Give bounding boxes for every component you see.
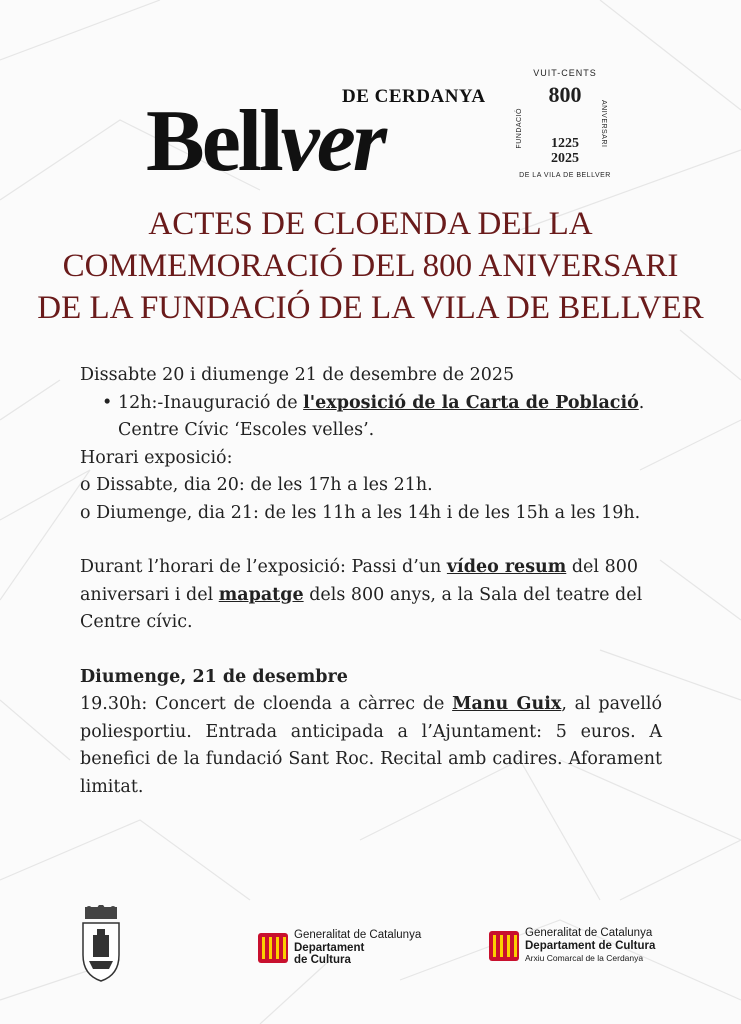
seal-right-text: ANIVERSARI <box>600 100 607 148</box>
page-title <box>30 203 711 329</box>
mapatge-link[interactable]: mapatge <box>218 584 304 605</box>
during-text-2: del 800 aniversari i del <box>80 557 638 605</box>
title-line-1: ACTES DE CLOENDA DEL LA <box>148 206 593 242</box>
seal-top-text: VUIT-CENTS <box>533 68 597 78</box>
generalitat-logo-1 <box>258 929 421 967</box>
senyera-icon <box>489 931 519 961</box>
concert-text-1: 19.30h: Concert de cloenda a càrrec de <box>80 694 453 714</box>
seal-bottom-text: DE LA VILA DE BELLVER <box>519 172 611 179</box>
exhibition-link[interactable]: l'exposició de la Carta de Població <box>303 392 639 413</box>
logo1-line1: Generalitat de Catalunya <box>294 929 422 941</box>
video-link[interactable]: vídeo resum <box>446 557 567 577</box>
bellver-logo <box>146 78 506 188</box>
anniversary-seal <box>512 68 618 188</box>
logo1-line3: de Cultura <box>294 954 351 966</box>
title-line-3: DE LA FUNDACIÓ DE LA VILA DE BELLVER <box>37 290 704 326</box>
saturday-title: Dissabte 20 i diumenge 21 de desembre de 2025 <box>80 365 515 385</box>
sunday-title: Diumenge, 21 de desembre <box>80 666 348 687</box>
seal-number: 800 <box>548 82 582 107</box>
inauguration-suffix: . <box>638 392 645 413</box>
logo-bell: Bell <box>146 93 281 190</box>
coat-of-arms-icon <box>79 905 123 983</box>
senyera-icon <box>258 933 288 963</box>
concert-text-2: , al pavelló poliesportiu. Entrada anticipada a l’Ajuntament: 5 euros. A benefici de la fundació Sant Roc. Recital amb cadires. Aforament limitat. <box>80 694 663 797</box>
during-text-3: dels 800 anys, a la Sala del teatre del Centre cívic. <box>80 584 643 632</box>
inauguration-location: Centre Cívic ‘Escoles velles’. <box>118 420 375 440</box>
schedule-saturday: o Dissabte, dia 20: de les 17h a les 21h. <box>80 475 433 495</box>
during-paragraph <box>80 554 662 637</box>
inauguration-item <box>80 390 662 445</box>
title-line-2: COMMEMORACIÓ DEL 800 ANIVERSARI <box>62 248 679 284</box>
logo2-line2: Departament de Cultura <box>525 939 656 952</box>
concert-paragraph <box>80 691 662 801</box>
schedule-sunday: o Diumenge, dia 21: de les 11h a les 14h i de les 15h a les 19h. <box>80 502 641 523</box>
event-content <box>80 362 662 801</box>
logo-de-cerdanya: DE CERDANYA <box>342 86 486 107</box>
artist-link[interactable]: Manu Guix <box>452 694 562 714</box>
logo2-line3: Arxiu Comarcal de la Cerdanya <box>525 953 644 963</box>
generalitat-logo-2 <box>489 927 655 965</box>
logo2-line1: Generalitat de Catalunya <box>525 927 653 939</box>
seal-years <box>512 136 618 166</box>
inauguration-text: 12h:-Inauguració de <box>118 392 304 413</box>
schedule-title: Horari exposició: <box>80 447 233 468</box>
logo-ver: ver <box>280 93 385 190</box>
logo1-line2: Departament <box>294 941 365 954</box>
seal-year-end: 2025 <box>551 151 579 166</box>
logo-bellver <box>146 93 385 190</box>
during-text-1: Durant l’horari de l’exposició: Passi d’un <box>80 557 447 577</box>
seal-left-text: FUNDACIÓ <box>516 108 523 149</box>
seal-year-start: 1225 <box>551 136 579 151</box>
